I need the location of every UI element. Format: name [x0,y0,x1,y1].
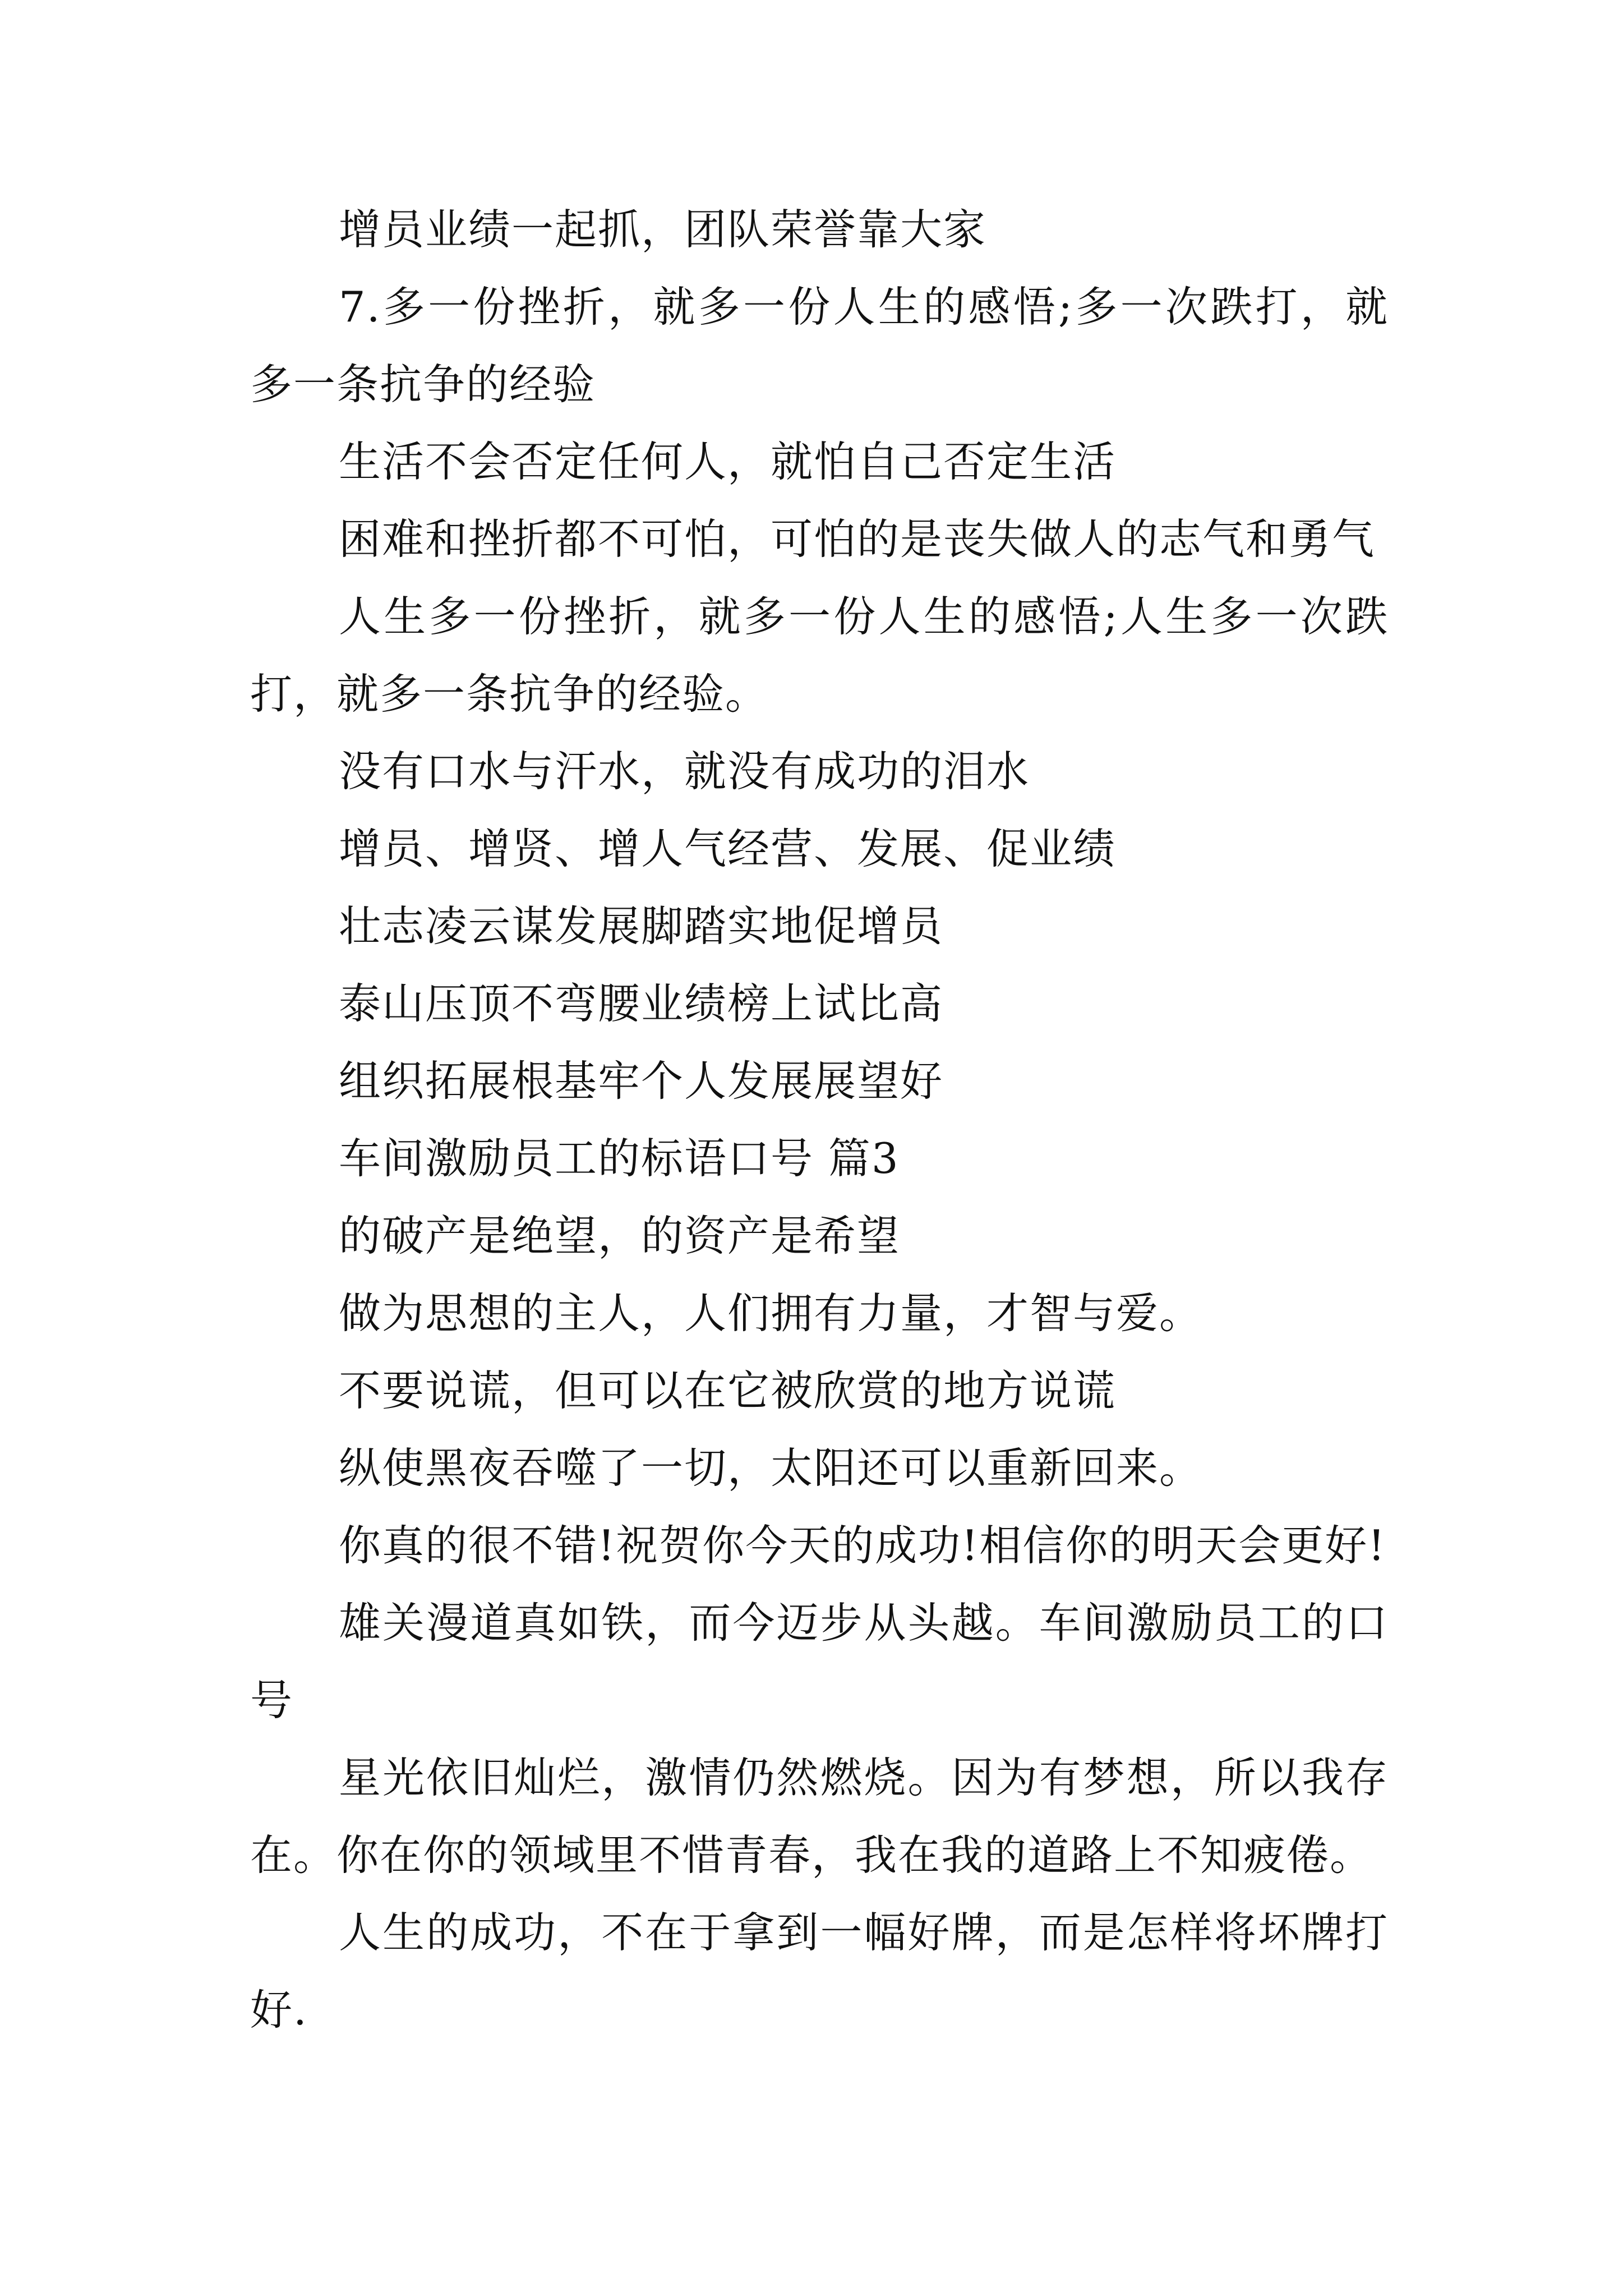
paragraph: 没有口水与汗水，就没有成功的泪水 [339,747,1030,796]
paragraph: 困难和挫折都不可怕，可怕的是丧失做人的志气和勇气 [339,514,1376,564]
paragraph: 纵使黑夜吞噬了一切，太阳还可以重新回来。 [339,1443,1203,1493]
section-heading: 车间激励员工的标语口号 篇3 [339,1134,900,1183]
paragraph: 7.多一份挫折，就多一份人生的感悟;多一次跌打，就多一条抗争的经验 [250,282,1389,409]
paragraph: 组织拓展根基牢个人发展展望好 [339,1056,944,1106]
paragraph: 泰山压顶不弯腰业绩榜上试比高 [339,979,944,1028]
paragraph: 不要说谎，但可以在它被欣赏的地方说谎 [339,1366,1117,1415]
paragraph: 星光依旧灿烂，激情仍然燃烧。因为有梦想，所以我存在。你在你的领域里不惜青春，我在我的道路上不知疲倦。 [250,1753,1389,1880]
paragraph: 壮志凌云谋发展脚踏实地促增员 [339,901,944,951]
paragraph: 人生多一份挫折，就多一份人生的感悟;人生多一次跌打，就多一条抗争的经验。 [250,592,1389,719]
paragraph: 增员、增贤、增人气经营、发展、促业绩 [339,824,1117,873]
paragraph: 人生的成功，不在于拿到一幅好牌，而是怎样将坏牌打好. [250,1908,1389,2035]
paragraph: 你真的很不错!祝贺你今天的成功!相信你的明天会更好! [339,1521,1386,1570]
paragraph: 生活不会否定任何人，就怕自己否定生活 [339,437,1117,486]
paragraph: 做为思想的主人，人们拥有力量，才智与爱。 [339,1289,1203,1338]
paragraph: 的破产是绝望，的资产是希望 [339,1211,901,1260]
paragraph: 雄关漫道真如铁，而今迈步从头越。车间激励员工的口号 [250,1598,1389,1725]
paragraph: 增员业绩一起抓，团队荣誉靠大家 [339,205,987,254]
document-body [250,191,1389,2049]
